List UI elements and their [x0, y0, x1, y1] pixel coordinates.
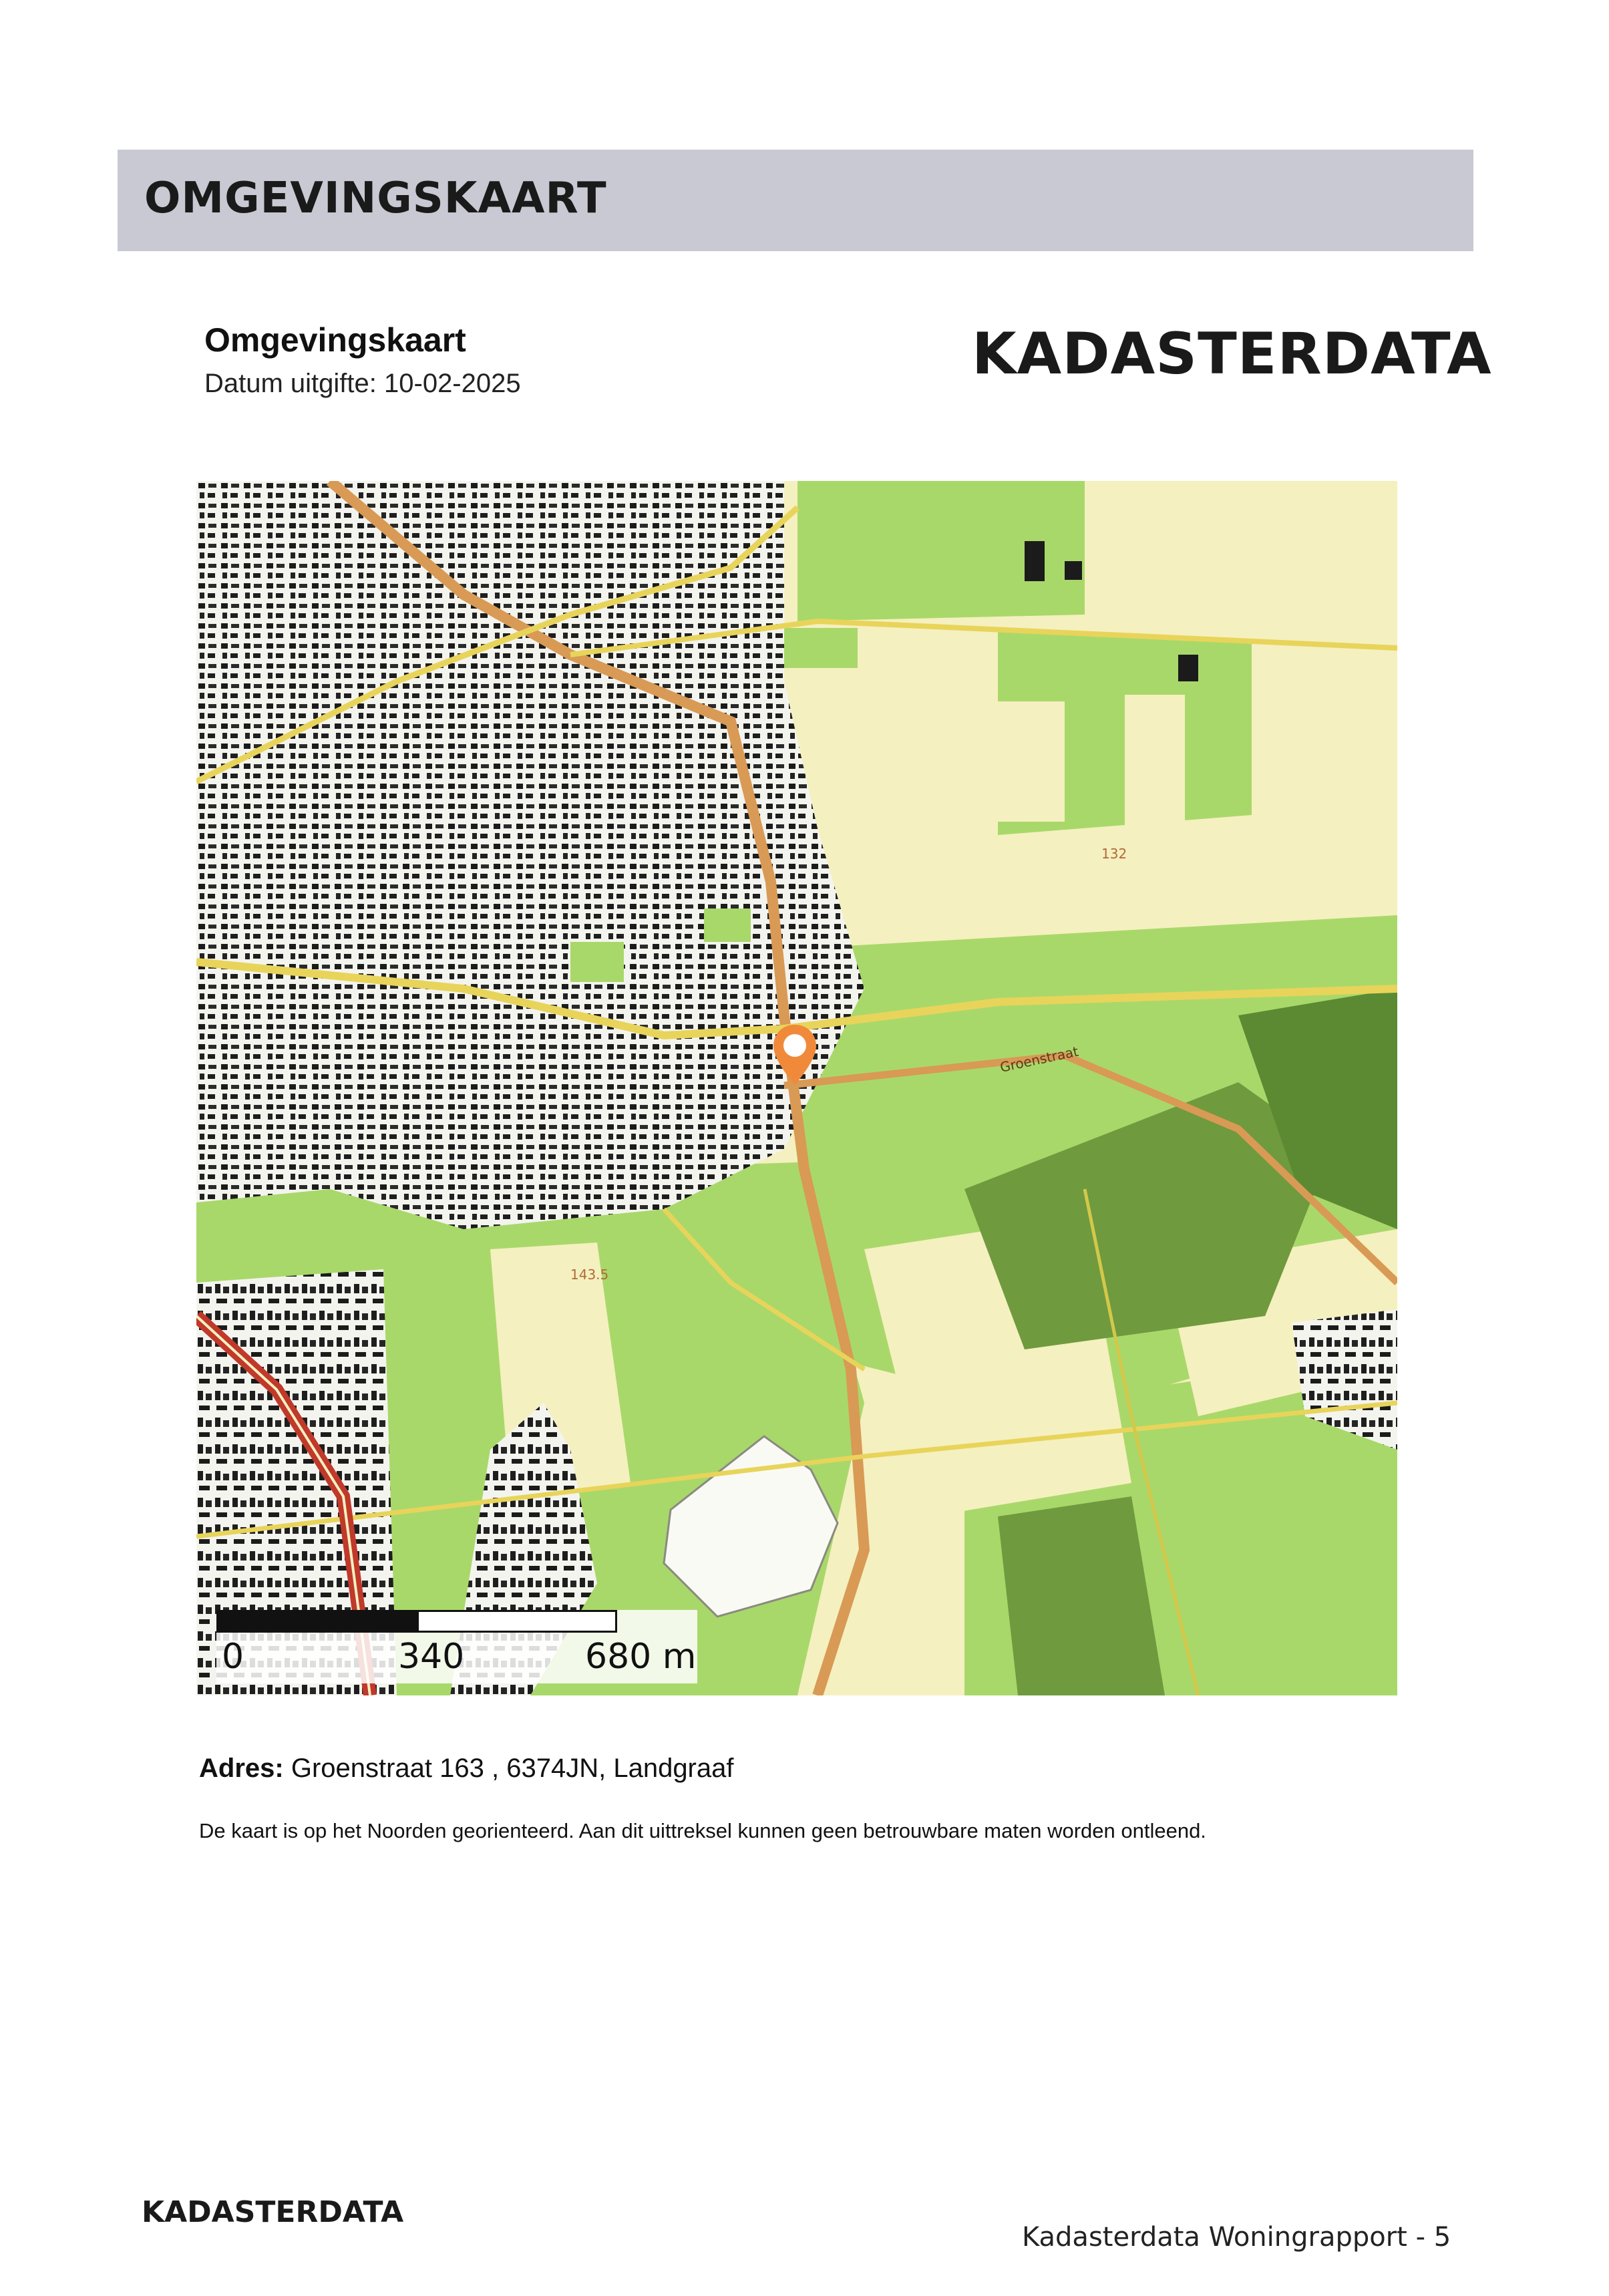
map-disclaimer: De kaart is op het Noorden georienteerd. Aan dit uittreksel kunnen geen betrouwbare maten worden ontleend. [199, 1819, 1206, 1842]
field-strip [998, 701, 1065, 822]
scale-segment-white [417, 1610, 617, 1633]
section-title: OMGEVINGSKAART [144, 174, 607, 223]
farm-building-3 [1178, 655, 1198, 681]
footer-page-number: Kadasterdata Woningrapport - 5 [1022, 2222, 1451, 2253]
footer-logo: KADASTERDATA [142, 2195, 404, 2229]
scale-label-340: 340 [398, 1637, 465, 1677]
park-2 [704, 909, 751, 942]
surroundings-map [196, 481, 1397, 1695]
elevation-label-1: 132 [1101, 846, 1127, 862]
elevation-label-2: 143.5 [570, 1267, 609, 1283]
header-band [118, 150, 1473, 251]
address-label: Adres: [199, 1754, 284, 1783]
street-label: Groenstraat [999, 1043, 1080, 1076]
farm-building-1 [1025, 541, 1045, 581]
map-canvas [196, 481, 1397, 1695]
park-1 [570, 942, 624, 982]
scale-segment-black [216, 1610, 417, 1633]
scale-label-0: 0 [222, 1637, 244, 1677]
address-line [199, 1754, 733, 1784]
map-scale-bar [216, 1610, 697, 1683]
doc-issue-date: Datum uitgifte: 10-02-2025 [204, 369, 521, 398]
brand-logo: KADASTERDATA [972, 321, 1492, 387]
farm-building-2 [1065, 561, 1082, 580]
field-strip-2 [1125, 695, 1185, 842]
scale-label-680: 680 m [585, 1637, 697, 1677]
address-value: Groenstraat 163 , 6374JN, Landgraaf [291, 1754, 734, 1783]
sports-field [784, 628, 858, 668]
doc-title: Omgevingskaart [204, 321, 466, 359]
